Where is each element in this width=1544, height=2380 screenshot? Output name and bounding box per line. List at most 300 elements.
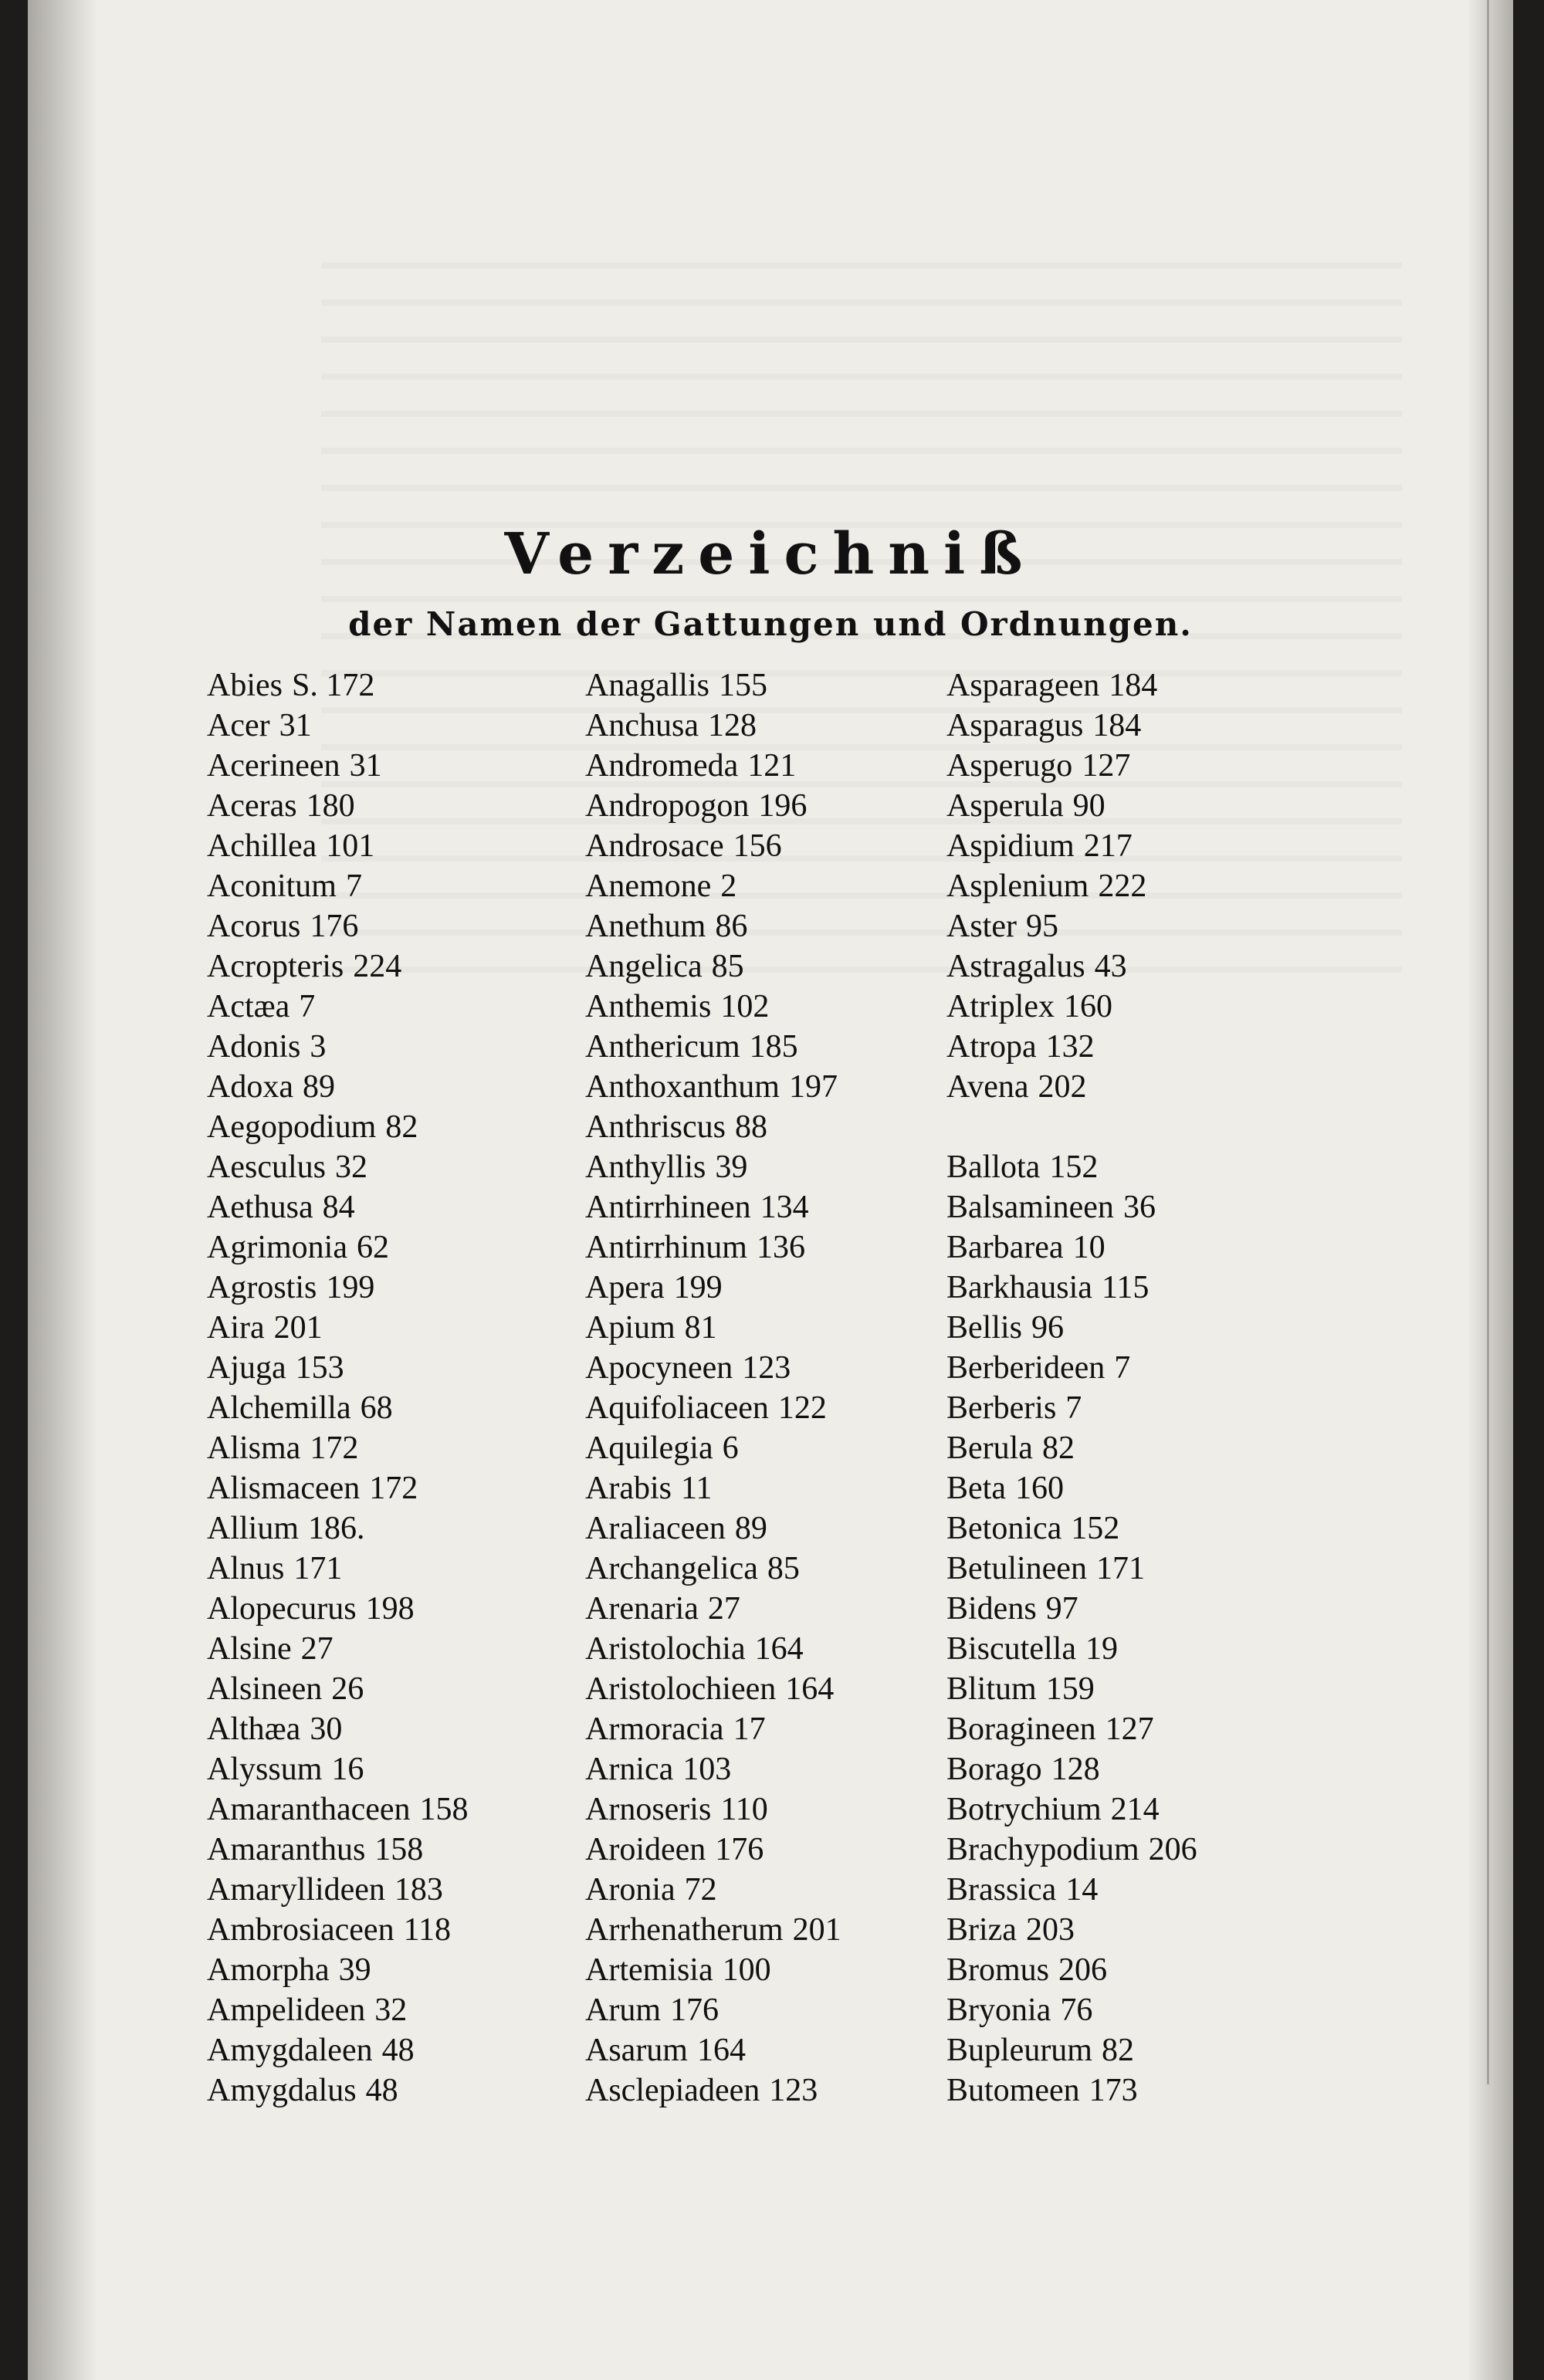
index-entry [946,1669,1197,1709]
index-entry [946,1789,1197,1830]
genus-name: Aristolochieen [585,1671,777,1707]
index-column-2 [585,665,841,2111]
page-number: 160 [1063,989,1112,1024]
genus-name: Brassica [946,1872,1057,1908]
genus-name: Apera [585,1270,665,1305]
genus-name: Atriplex [946,989,1055,1024]
page-number: 7 [1114,1350,1131,1386]
genus-name: Arenaria [585,1591,699,1627]
page-number: 158 [419,1792,469,1827]
page-number: 172 [369,1471,418,1506]
page-number: 82 [385,1109,418,1145]
index-entry [207,1187,469,1227]
index-entry [207,786,469,826]
page-number: 82 [1041,1430,1075,1466]
page-number: 7 [1065,1390,1082,1426]
page-number: 172 [310,1430,359,1466]
genus-name: Berberideen [946,1350,1106,1386]
index-entry [585,1107,841,1147]
genus-name: Anemone [585,868,712,904]
page-number: 115 [1101,1270,1150,1305]
genus-name: Althæa [207,1711,301,1747]
genus-name: Agrostis [207,1270,317,1305]
index-entry [207,1227,469,1268]
page-number: 180 [306,788,355,824]
index-entry [585,1268,841,1308]
genus-name: Alopecurus [207,1591,357,1627]
genus-name: Anagallis [585,668,709,703]
genus-name: Bupleurum [946,2033,1092,2068]
index-entry [207,1428,469,1468]
index-entry [946,1348,1197,1388]
index-entry [207,1990,469,2030]
genus-name: Andromeda [585,748,739,784]
index-entry [207,2030,469,2070]
page-number: 26 [331,1671,364,1707]
genus-name: Betulineen [946,1551,1087,1586]
genus-name: Arrhenatherum [585,1912,784,1948]
page-number: 16 [331,1752,364,1787]
page-number: 134 [760,1190,809,1225]
page-number: 197 [788,1069,838,1105]
index-entry [207,1830,469,1870]
index-entry [585,1789,841,1830]
page-number: 14 [1065,1872,1099,1908]
genus-name: Amaranthaceen [207,1792,411,1827]
page-number: 2 [720,868,737,904]
page-number: 152 [1049,1149,1099,1185]
page-number: 7 [299,989,316,1024]
index-column-1 [207,665,469,2111]
page-number: 6 [722,1430,739,1466]
genus-name: Ballota [946,1149,1041,1185]
genus-name: Acerineen [207,748,340,784]
page-number: 32 [334,1149,367,1185]
genus-name: Aster [946,909,1017,944]
genus-name: Asplenium [946,868,1089,904]
page-number: 89 [734,1511,767,1546]
index-entry [585,1669,841,1709]
index-entry [207,1669,469,1709]
index-entry [207,665,469,706]
page-number: 184 [1109,668,1158,703]
page-number: 201 [792,1912,841,1948]
genus-name: Acer [207,708,270,743]
page-number: 201 [273,1310,323,1346]
index-entry [585,706,841,746]
index-entry [207,2070,469,2111]
genus-name: Alnus [207,1551,285,1586]
index-entry [207,1308,469,1348]
index-entry [207,1268,469,1308]
page-number: 43 [1094,949,1127,984]
page-number: 171 [293,1551,343,1586]
page-number: 17 [733,1711,766,1747]
genus-name: Artemisia [585,1952,713,1988]
index-entry [207,746,469,786]
index-entry [946,1388,1197,1428]
genus-name: Aspidium [946,828,1075,864]
index-entry [946,906,1197,946]
page-number: 164 [754,1631,804,1667]
genus-name: Anthriscus [585,1109,726,1145]
genus-name: Anethum [585,909,706,944]
index-entry [946,1147,1197,1187]
index-entry [207,1549,469,1589]
page-title: Verzeichniß [504,521,1037,587]
page-number: 7 [345,868,362,904]
genus-name: Aquilegia [585,1430,713,1466]
genus-name: Anthemis [585,989,712,1024]
genus-name: Aceras [207,788,297,824]
index-entry [207,1910,469,1950]
genus-name: Agrimonia [207,1230,347,1265]
index-entry [946,1549,1197,1589]
page-number: 103 [682,1752,732,1787]
index-entry [207,1147,469,1187]
page-number: 206 [1058,1952,1108,1988]
index-entry [585,987,841,1027]
page-number: 90 [1072,788,1106,824]
index-entry [585,826,841,866]
genus-name: Amorpha [207,1952,330,1988]
genus-name: Astragalus [946,949,1085,984]
page-number: 122 [777,1390,827,1426]
book-page [28,0,1513,2380]
page-number: 128 [707,708,757,743]
page-number: 214 [1110,1792,1160,1827]
genus-name: Biscutella [946,1631,1076,1667]
index-entry [207,1348,469,1388]
page-number: 102 [720,989,770,1024]
genus-name: Amaryllideen [207,1872,385,1908]
index-entry [585,1067,841,1107]
index-entry [585,1227,841,1268]
genus-name: Anchusa [585,708,699,743]
index-entry [946,1629,1197,1669]
page-number: 158 [374,1832,424,1867]
index-entry [946,1067,1197,1107]
genus-name: Briza [946,1912,1017,1948]
index-entry [585,665,841,706]
page-number: 81 [684,1310,717,1346]
page-number: 118 [403,1912,452,1948]
page-number: 127 [1105,1711,1154,1747]
index-entry [585,1468,841,1508]
genus-name: Alisma [207,1430,301,1466]
index-entry [946,706,1197,746]
index-entry [946,866,1197,906]
genus-name: Bromus [946,1952,1050,1988]
index-entry [946,1990,1197,2030]
genus-name: Aethusa [207,1190,313,1225]
genus-name: Botrychium [946,1792,1102,1827]
index-entry [207,1468,469,1508]
genus-name: Alsine [207,1631,292,1667]
index-entry [207,1027,469,1067]
genus-name: Adoxa [207,1069,293,1105]
index-entry [946,1508,1197,1549]
page-number: 176 [670,1992,719,2028]
page-number: 39 [338,1952,371,1988]
index-entry [585,1508,841,1549]
index-entry [207,866,469,906]
page-number: 199 [326,1270,375,1305]
index-entry [946,786,1197,826]
genus-name: Acropteris [207,949,344,984]
index-entry [946,1749,1197,1789]
genus-name: Ampelideen [207,1992,366,2028]
genus-name: Brachypodium [946,1832,1139,1867]
index-entry [585,1308,841,1348]
page-number: 32 [374,1992,408,2028]
page-subtitle: der Namen der Gattungen und Ordnungen. [348,605,1193,643]
page-number: 206 [1148,1832,1197,1867]
index-entry [585,1709,841,1749]
genus-name: Aquifoliaceen [585,1390,769,1426]
index-entry [585,786,841,826]
index-entry [946,2030,1197,2070]
page-number: 127 [1082,748,1131,784]
page-number: 86 [715,909,748,944]
page-number: 155 [718,668,767,703]
genus-name: Antirrhineen [585,1190,751,1225]
index-entry [207,1589,469,1629]
page-number: 27 [707,1591,740,1627]
page-number: 97 [1045,1591,1078,1627]
genus-name: Borago [946,1752,1042,1787]
index-entry [585,1589,841,1629]
genus-name: Anthericum [585,1029,740,1065]
page-number: 62 [356,1230,389,1265]
index-entry [585,1187,841,1227]
page-number: 224 [353,949,402,984]
page-number: 176 [310,909,359,944]
index-entry [207,1388,469,1428]
page-number: 183 [394,1872,443,1908]
page-number: 203 [1025,1912,1075,1948]
page-number: 123 [742,1350,791,1386]
genus-name: Aronia [585,1872,676,1908]
genus-name: Amaranthus [207,1832,366,1867]
index-entry [946,1428,1197,1468]
page-number: 186. [308,1511,365,1546]
index-entry [946,1227,1197,1268]
index-entry [585,1027,841,1067]
index-entry [207,1789,469,1830]
page-number: 110 [720,1792,768,1827]
index-entry [946,1268,1197,1308]
genus-name: Alyssum [207,1752,323,1787]
genus-name: Arnica [585,1752,674,1787]
index-entry [585,1910,841,1950]
index-entry [585,2070,841,2111]
genus-name: Blitum [946,1671,1037,1707]
index-entry [207,1067,469,1107]
index-entry [946,1589,1197,1629]
page-number: 164 [785,1671,835,1707]
page-number: 159 [1045,1671,1095,1707]
genus-name: Amygdaleen [207,2033,373,2068]
genus-name: Bryonia [946,1992,1051,2028]
index-entry [946,1308,1197,1348]
page-number: 19 [1085,1631,1118,1667]
index-entry [585,906,841,946]
page-number: 121 [747,748,797,784]
page-number: 176 [715,1832,764,1867]
index-entry [946,1709,1197,1749]
page-number: 164 [696,2033,746,2068]
index-entry [207,946,469,987]
page-number: 68 [360,1390,393,1426]
genus-name: Anthyllis [585,1149,706,1185]
genus-name: Aristolochia [585,1631,746,1667]
page-number: 160 [1014,1471,1064,1506]
genus-name: Apium [585,1310,676,1346]
index-entry [585,2030,841,2070]
page-number: 96 [1031,1310,1065,1346]
genus-name: Aegopodium [207,1109,377,1145]
index-entry [585,866,841,906]
index-entry [585,1428,841,1468]
page-number: 128 [1051,1752,1100,1787]
genus-name: Asparageen [946,668,1100,703]
page-number: 31 [279,708,312,743]
index-entry [946,1468,1197,1508]
index-entry [207,826,469,866]
genus-name: Boragineen [946,1711,1096,1747]
genus-name: Arum [585,1992,661,2028]
index-entry [207,1107,469,1147]
genus-name: Abies [207,668,283,703]
index-entry [585,1147,841,1187]
page-number: S. 172 [292,668,375,703]
page-number: 100 [722,1952,771,1988]
page-number: 198 [365,1591,415,1627]
genus-name: Aira [207,1310,265,1346]
page-number: 10 [1072,1230,1106,1265]
index-entry [946,987,1197,1027]
genus-name: Asperugo [946,748,1073,784]
genus-name: Butomeen [946,2073,1080,2108]
index-entry [946,1187,1197,1227]
index-column-3 [946,665,1197,2111]
genus-name: Ambrosiaceen [207,1912,394,1948]
index-entry [585,1749,841,1789]
genus-name: Allium [207,1511,300,1546]
genus-name: Berula [946,1430,1033,1466]
genus-name: Balsamineen [946,1190,1114,1225]
index-entry [585,1388,841,1428]
page-number: 95 [1025,909,1058,944]
page-gutter-shadow [28,0,97,2380]
index-entry [585,1348,841,1388]
page-number: 202 [1038,1069,1087,1105]
page-number: 156 [733,828,782,864]
genus-name: Bellis [946,1310,1023,1346]
genus-name: Bidens [946,1591,1037,1627]
index-entry [946,1870,1197,1910]
genus-name: Avena [946,1069,1029,1105]
index-entry [946,826,1197,866]
index-entry [946,1950,1197,1990]
page-number: 48 [365,2073,398,2108]
index-entry [207,1629,469,1669]
index-entry [946,946,1197,987]
index-entry [207,906,469,946]
page-number: 199 [673,1270,723,1305]
index-entry [585,746,841,786]
page-number: 85 [767,1551,800,1586]
genus-name: Alchemilla [207,1390,351,1426]
genus-name: Acorus [207,909,301,944]
index-entry [207,1950,469,1990]
index-entry [207,706,469,746]
genus-name: Arnoseris [585,1792,712,1827]
index-entry [207,1749,469,1789]
genus-name: Aroideen [585,1832,706,1867]
page-number: 76 [1060,1992,1093,2028]
genus-name: Beta [946,1471,1006,1506]
index-entry [585,1990,841,2030]
index-entry [585,946,841,987]
page-number: 82 [1101,2033,1134,2068]
page-number: 85 [711,949,744,984]
genus-name: Actæa [207,989,290,1024]
genus-name: Archangelica [585,1551,758,1586]
genus-name: Asparagus [946,708,1084,743]
genus-name: Andropogon [585,788,750,824]
genus-name: Alismaceen [207,1471,361,1506]
page-edge-shadow [1467,0,1513,2380]
page-number: 3 [310,1029,327,1065]
index-entry [207,1508,469,1549]
page-number: 217 [1083,828,1133,864]
page-number: 101 [326,828,375,864]
page-number: 222 [1098,868,1147,904]
index-entry [946,1027,1197,1067]
page-fold-line [1487,0,1489,2084]
genus-name: Berberis [946,1390,1057,1426]
page-number: 39 [715,1149,748,1185]
page-number: 132 [1045,1029,1095,1065]
genus-name: Alsineen [207,1671,323,1707]
index-entry [946,2070,1197,2111]
genus-name: Araliaceen [585,1511,726,1546]
page-number: 88 [735,1109,767,1145]
index-entry [207,1870,469,1910]
page-number: 48 [381,2033,415,2068]
index-entry [207,1709,469,1749]
letter-gap [946,1107,1197,1147]
page-number: 11 [680,1471,713,1506]
index-entry [585,1830,841,1870]
genus-name: Anthoxanthum [585,1069,780,1105]
genus-name: Androsace [585,828,724,864]
page-number: 31 [349,748,382,784]
page-number: 153 [295,1350,344,1386]
genus-name: Arabis [585,1471,672,1506]
page-number: 173 [1089,2073,1138,2108]
page-number: 185 [749,1029,798,1065]
genus-name: Adonis [207,1029,301,1065]
genus-name: Asclepiadeen [585,2073,760,2108]
genus-name: Angelica [585,949,703,984]
page-number: 72 [684,1872,717,1908]
genus-name: Barbarea [946,1230,1064,1265]
page-number: 136 [756,1230,805,1265]
genus-name: Antirrhinum [585,1230,747,1265]
